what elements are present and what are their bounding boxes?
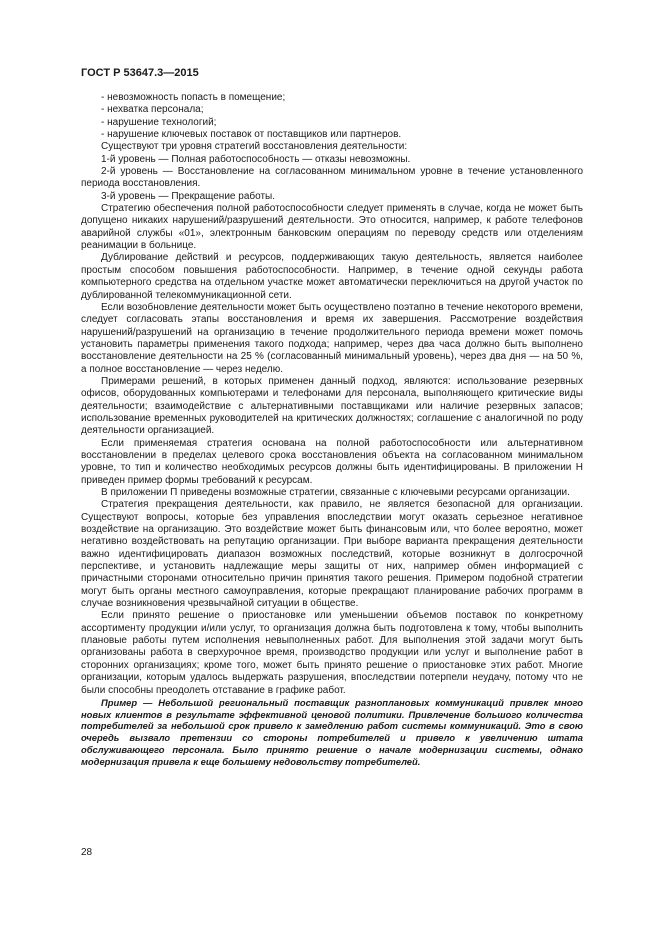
example-note: Пример — Небольшой региональный поставщик разноплановых коммуникаций привлек много новых клиентов в результате эффективной ценовой политики. Привлечение большого количества потребителей за небольшой срок привело к замедлению работ системы коммуникаций. Это в свою очередь вызвало претензии со стороны потребителей и привело к увеличению штата обслуживающего персонала. Было принято решение о начале модернизации системы, однако модернизация привела к еще большему недовольству потребителей. [81, 696, 583, 767]
paragraph: Примерами решений, в которых применен данный подход, являются: использование резервных офисов, оборудованных компьютерами и телефонами для персонала, выполняющего критические виды деятельности; взаимодействие с альтернативными поставщиками или наличие резервных запасов; использование временных руководителей на критических должностях; соглашение с аналогичной по роду деятельности организацией. [81, 375, 583, 437]
paragraph: Существуют три уровня стратегий восстановления деятельности: [101, 141, 408, 153]
level-item: 3-й уровень — Прекращение работы. [101, 190, 275, 202]
paragraph: Дублирование действий и ресурсов, поддерживающих такую деятельность, является наиболее простым способом повышения работоспособности. Например, в течение одной секунды работа компьютерного средства на отдельном участке может автоматически переключиться на другой участок по дублированной телекоммуникационной сети. [81, 252, 583, 301]
list-item: - нарушение ключевых поставок от поставщиков или партнеров. [101, 129, 402, 141]
paragraph: Стратегия прекращения деятельности, как правило, не является безопасной для организации. Существуют вопросы, которые без управления впоследствии могут оказать серьезное негативное воздействие на организацию. Это воздействие может быть финансовым или, что более вероятно, может негативно воздействовать на репутацию организации. При выборе варианта прекращения деятельности важно идентифицировать диапазон возможных последствий, которые возникнут в долгосрочной перспективе, и установить надлежащие меры защиты от них, например обмен информацией с причастными сторонами относительно причин принятия такого решения. Примером подобной стратегии могут быть органы местного самоуправления, которые прекращают планирование рабочих программ в случае возникновения чрезвычайной ситуации в обществе. [81, 499, 583, 610]
document-header: ГОСТ Р 53647.3—2015 [81, 67, 199, 79]
paragraph: Если применяемая стратегия основана на полной работоспособности или альтернативном восстановлении в пределах целевого срока восстановления объекта на согласованном минимальном уровне, то тип и количество необходимых ресурсов должны быть идентифицированы. В приложении Н приведен пример формы требований к ресурсам. [81, 437, 583, 486]
page-number: 28 [81, 847, 93, 858]
list-item: - нехватка персонала; [101, 104, 204, 116]
document-body [81, 92, 583, 768]
paragraph: В приложении П приведены возможные стратегии, связанные с ключевыми ресурсами организации. [101, 487, 570, 498]
list-item: - невозможность попасть в помещение; [101, 92, 286, 103]
paragraph: Если возобновление деятельности может быть осуществлено поэтапно в течение некоторого времени, следует согласовать этапы восстановления и время их завершения. Рассмотрение воздействия нарушений/разрушений на организацию в течение продолжительного периода времени может помочь установить параметры применения такого подхода; например, через два часа должно быть выполнено восстановление деятельности на 25 % (согласованный минимальный уровень), через два дня — на 50 %, а полное восстановление — через неделю. [81, 301, 583, 375]
level-item: 2-й уровень — Восстановление на согласованном минимальном уровне в течение установленного периода восстановления. [81, 166, 583, 190]
paragraph: Стратегию обеспечения полной работоспособности следует применять в случае, когда не может быть допущено никаких нарушений/разрушений деятельности. Это относится, например, к работе телефонов аварийной службы «01», электронным банковским операциям по переводу средств или отделениям реанимации в больнице. [81, 203, 583, 252]
paragraph: Если принято решение о приостановке или уменьшении объемов поставок по конкретному ассортименту продукции и/или услуг, то организация должна быть подготовлена к тому, чтобы выполнить плановые работы путем исполнения невыполненных работ. Для выполнения этой задачи могут быть организованы работа в сверхурочное время, производство продукции или услуг и выполнение работ в сторонних организациях; кроме того, может быть принято решение о приостановке этих работ. Многие организации, которым удалось выдержать разрушения, впоследствии потерпели неудачу, потому что не были способны преодолеть отставание в графике работ. [81, 610, 583, 696]
level-item: 1-й уровень — Полная работоспособность — отказы невозможны. [101, 153, 411, 165]
list-item: - нарушение технологий; [101, 116, 217, 128]
